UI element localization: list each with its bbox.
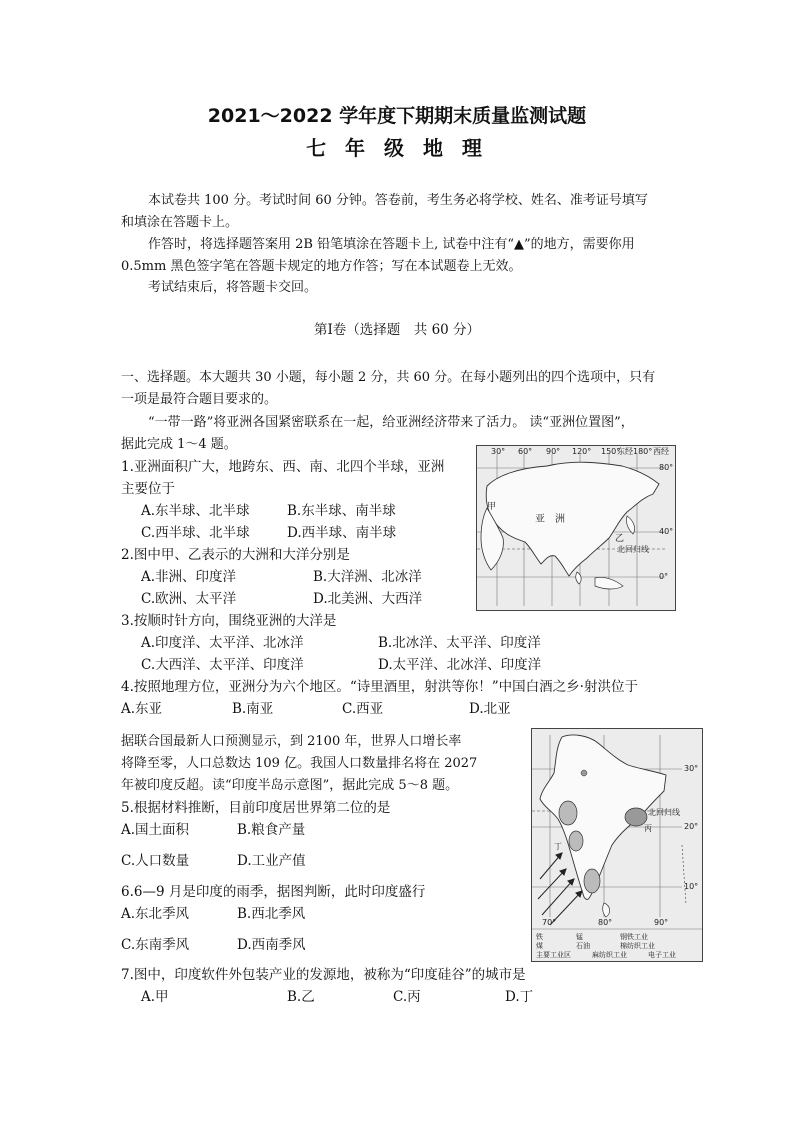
question-5-option-c: C.人口数量 <box>121 853 190 869</box>
legend-coal: 煤 <box>536 942 543 950</box>
asia-map-label-asia: 亚 洲 <box>535 514 565 525</box>
question-2-option-d: D.北美洲、大西洋 <box>313 591 423 607</box>
asia-map-label-tropic: 北回归线 <box>617 545 649 554</box>
legend-industrial-zone: 主要工业区 <box>536 951 571 959</box>
asia-map-lon-120: 120° <box>572 447 592 456</box>
india-map-lat-30: 30° <box>684 764 699 773</box>
exam-subtitle: 七 年 级 地 理 <box>306 136 488 160</box>
question-6-stem: 6.6—9 月是印度的雨季，据图判断，此时印度盛行 <box>121 884 426 900</box>
question-1-option-b: B.东半球、南半球 <box>287 503 396 519</box>
question-2-option-a: A.非洲、印度洋 <box>141 569 237 585</box>
instruction-line-5: 考试结束后，将答题卡交回。 <box>148 280 318 295</box>
india-map-lon-80: 80° <box>598 918 613 927</box>
question-2-stem: 2.图中甲、乙表示的大洲和大洋分别是 <box>121 547 350 563</box>
legend-oil: 石油 <box>576 942 590 950</box>
question-1-option-c: C.西半球、北半球 <box>141 525 250 541</box>
question-2-option-b: B.大洋洲、北冰洋 <box>313 569 422 585</box>
section-title: 第Ⅰ卷（选择题 共 60 分） <box>313 322 481 338</box>
asia-map-lon-60: 60° <box>518 447 533 456</box>
question-7-option-a: A.甲 <box>141 989 169 1005</box>
question-5-option-a: A.国土面积 <box>121 822 190 838</box>
india-map-lon-90: 90° <box>654 918 669 927</box>
india-map-label-bing: 丙 <box>644 824 652 833</box>
legend-electronics: 电子工业 <box>648 951 676 959</box>
question-5-option-b: B.粮食产量 <box>237 822 306 838</box>
india-map-label-ding: 丁 <box>554 842 562 851</box>
instruction-line-2: 和填涂在答题卡上。 <box>121 215 239 230</box>
legend-steel: 钢铁工业 <box>620 933 648 941</box>
india-map-lat-20: 20° <box>684 822 699 831</box>
question-1-stem: 1.亚洲面积广大，地跨东、西、南、北四个半球，亚洲 <box>121 459 445 475</box>
question-7-option-d: D.丁 <box>505 989 534 1005</box>
question-4-stem: 4.按照地理方位，亚洲分为六个地区。“诗里酒里，射洪等你！”中国白酒之乡·射洪位于 <box>121 679 638 695</box>
question-2-option-c: C.欧洲、太平洋 <box>141 591 237 607</box>
passage-2-line-3: 年被印度反超。读“印度半岛示意图”，据此完成 5～8 题。 <box>121 778 459 793</box>
passage-1-line-1: “一带一路”将亚洲各国紧密联系在一起，给亚洲经济带来了活力。 读“亚洲位置图”， <box>148 415 634 430</box>
asia-map-lat-80: 80° <box>659 463 674 472</box>
question-4-option-d: D.北亚 <box>469 701 511 717</box>
asia-map-lon-30: 30° <box>491 447 506 456</box>
question-7-option-c: C.丙 <box>393 989 421 1005</box>
question-7-option-b: B.乙 <box>287 989 315 1005</box>
question-4-option-c: C.西亚 <box>342 701 384 717</box>
exam-title: 2021～2022 学年度下期期末质量监测试题 <box>207 105 587 127</box>
question-6-option-d: D.西南季风 <box>237 937 306 953</box>
question-6-option-c: C.东南季风 <box>121 937 190 953</box>
question-3-option-c: C.大西洋、太平洋、印度洋 <box>141 657 304 673</box>
passage-2-line-2: 将降至零，人口总数达 109 亿。我国人口数量排名将在 2027 <box>121 756 478 771</box>
question-5-stem: 5.根据材料推断，目前印度居世界第二位的是 <box>121 800 391 816</box>
question-3-stem: 3.按顺时针方向，围绕亚洲的大洋是 <box>121 613 337 629</box>
asia-map-lat-40: 40° <box>659 527 674 536</box>
passage-2-line-1: 据联合国最新人口预测显示，到 2100 年，世界人口增长率 <box>121 734 462 749</box>
passage-1-line-2: 据此完成 1～4 题。 <box>121 437 237 452</box>
question-6-option-b: B.西北季风 <box>237 906 306 922</box>
india-map-lat-10: 10° <box>684 882 699 891</box>
india-peninsula-map <box>531 728 703 962</box>
legend-jute: 麻纺织工业 <box>592 951 627 959</box>
asia-map-lon-180: 东经180° <box>617 447 653 456</box>
question-5-option-d: D.工业产值 <box>237 853 306 869</box>
question-4-option-b: B.南亚 <box>232 701 274 717</box>
asia-map-lon-90: 90° <box>546 447 561 456</box>
question-1-option-d: D.西半球、南半球 <box>287 525 397 541</box>
asia-map-lat-0: 0° <box>659 572 669 581</box>
india-map-lon-70: 70° <box>542 918 557 927</box>
question-6-option-a: A.东北季风 <box>121 906 190 922</box>
asia-map-label-jia: 甲 <box>487 502 497 512</box>
legend-iron: 铁 <box>536 933 543 941</box>
question-3-option-a: A.印度洋、太平洋、北冰洋 <box>141 635 304 651</box>
asia-map-label-yi: 乙 <box>615 534 625 544</box>
part1-line-2: 一项是最符合题目要求的。 <box>121 392 278 407</box>
instruction-line-1: 本试卷共 100 分。考试时间 60 分钟。答卷前，考生务必将学校、姓名、准考证号填写 <box>148 193 648 208</box>
question-3-option-d: D.太平洋、北冰洋、印度洋 <box>378 657 542 673</box>
asia-location-map <box>476 445 676 611</box>
question-1-stem-cont: 主要位于 <box>121 481 175 497</box>
india-map-label-tropic: 北回归线 <box>648 808 680 817</box>
instruction-line-3: 作答时，将选择题答案用 2B 铅笔填涂在答题卡上, 试卷中注有“▲”的地方，需要你用 <box>148 237 635 252</box>
asia-map-lon-west: 西经 <box>653 447 669 456</box>
question-1-option-a: A.东半球、北半球 <box>141 503 250 519</box>
legend-cotton: 棉纺织工业 <box>620 942 655 950</box>
asia-map-lon-150: 150° <box>601 447 621 456</box>
legend-manganese: 锰 <box>576 933 583 941</box>
instruction-line-4: 0.5mm 黑色签字笔在答题卡规定的地方作答；写在本试题卷上无效。 <box>121 259 522 274</box>
part1-line-1: 一、选择题。本大题共 30 小题，每小题 2 分，共 60 分。在每小题列出的四个选项中，只有 <box>121 370 656 385</box>
question-3-option-b: B.北冰洋、太平洋、印度洋 <box>378 635 541 651</box>
question-4-option-a: A.东亚 <box>121 701 163 717</box>
question-7-stem: 7.图中，印度软件外包装产业的发源地，被称为“印度硅谷”的城市是 <box>121 967 526 983</box>
